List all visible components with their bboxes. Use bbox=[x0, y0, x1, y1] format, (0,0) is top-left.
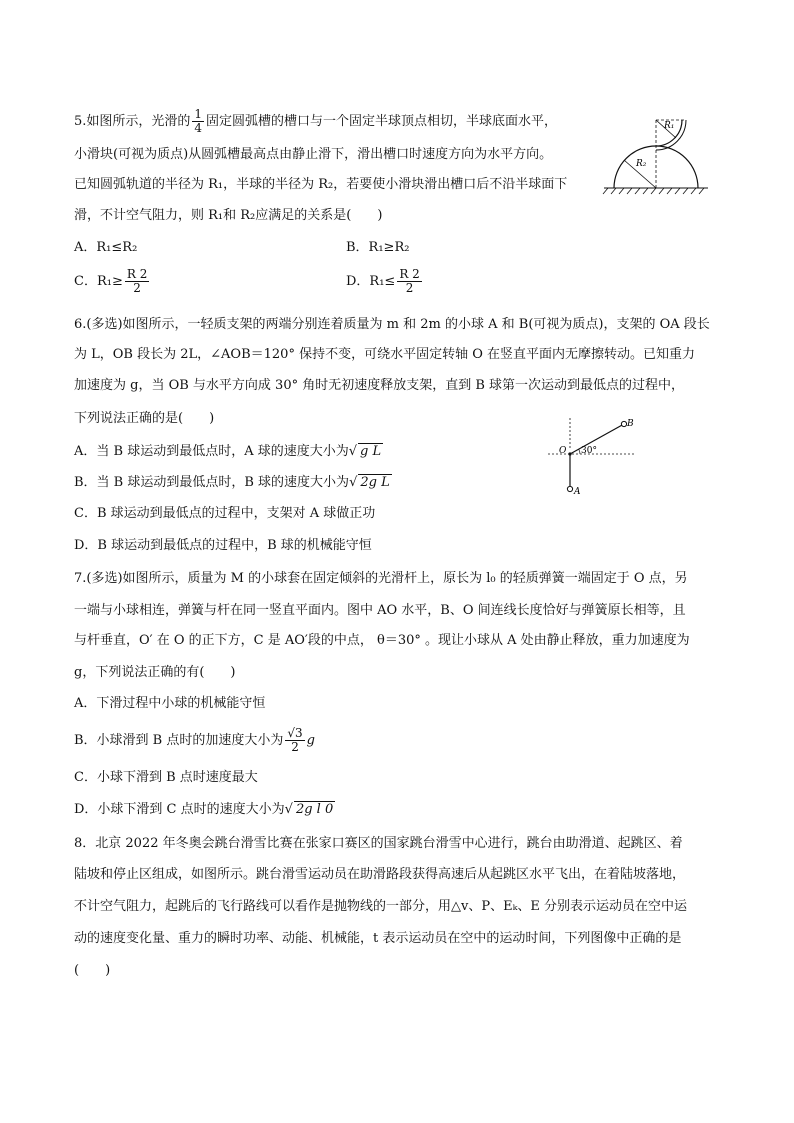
q5-label-r2: R₂ bbox=[636, 159, 647, 169]
q8-line-5: ( ) bbox=[74, 963, 111, 978]
q5-figure bbox=[600, 108, 715, 198]
q5-option-d bbox=[346, 268, 424, 295]
q7-option-b-text: B．小球滑到 B 点时的加速度大小为 bbox=[74, 733, 284, 748]
q8-line-3: 不计空气阻力，起跳后的飞行路线可以看作是抛物线的一部分，用△v、P、Eₖ、E 分别表示运动员在空中运 bbox=[74, 899, 687, 914]
q5-option-d-text: D．R₁≤ bbox=[346, 274, 396, 289]
q7-option-b-fraction bbox=[285, 727, 304, 754]
q5-option-c-numerator: R 2 bbox=[126, 267, 148, 281]
q5-option-c-denominator: 2 bbox=[133, 281, 141, 295]
q7-option-d: D．小球下滑到 C 点时的速度大小为√ 2g l 0 bbox=[74, 802, 334, 817]
q7-option-b-g: g bbox=[306, 733, 315, 748]
q7-option-b bbox=[74, 727, 315, 754]
q6-ball-a bbox=[567, 486, 572, 491]
q6-rod-ob bbox=[570, 424, 624, 454]
q5-line-1-a: 5.如图所示，光滑的 bbox=[74, 114, 191, 129]
q5-option-d-numerator: R 2 bbox=[399, 267, 420, 281]
q6-figure bbox=[546, 414, 646, 500]
q7-option-b-denominator: 2 bbox=[291, 740, 299, 754]
q5-option-c-fraction bbox=[125, 268, 149, 295]
q6-label-o: O bbox=[559, 446, 567, 456]
q5-line-2: 小滑块(可视为质点)从圆弧槽最高点由静止滑下，滑出槽口时速度方向为水平方向。 bbox=[74, 147, 553, 162]
q5-option-d-denominator: 2 bbox=[405, 281, 414, 295]
q7-option-a: A．下滑过程中小球的机械能守恒 bbox=[74, 696, 266, 711]
q6-label-b: B bbox=[627, 419, 634, 429]
q6-option-a: A．当 B 球运动到最低点时，A 球的速度大小为√ g L bbox=[74, 444, 382, 459]
q7-line-3: 与杆垂直，O′ 在 O 的正下方，C 是 AO′段的中点， θ＝30° 。现让小球从 A 处由静止释放，重力加速度为 bbox=[74, 633, 690, 648]
q7-option-d-sqrt: 2g l 0 bbox=[295, 802, 334, 817]
q8-line-4: 动的速度变化量、重力的瞬时功率、动能、机械能，t 表示运动员在空中的运动时间，下列图像中正确的是 bbox=[74, 931, 682, 946]
q5-option-b: B．R₁≥R₂ bbox=[346, 240, 410, 255]
q5-line-1-b: 固定圆弧槽的槽口与一个固定半球顶点相切，半球底面水平， bbox=[206, 114, 558, 129]
q8-line-1: 8．北京 2022 年冬奥会跳台滑雪比赛在张家口赛区的国家跳台滑雪中心进行，跳台由助滑道、起跳区、着 bbox=[74, 836, 683, 851]
q5-line-4: 滑，不计空气阻力，则 R₁和 R₂应满足的关系是( ) bbox=[74, 208, 383, 223]
q7-line-4: g，下列说法正确的有( ) bbox=[74, 665, 236, 680]
q5-label-r1: R₁ bbox=[664, 121, 675, 131]
q5-fraction-denominator: 4 bbox=[194, 121, 203, 135]
q6-angle-arc bbox=[579, 449, 580, 454]
q5-line-1 bbox=[74, 108, 557, 135]
q8-line-2: 陆坡和停止区组成，如图所示。跳台滑雪运动员在助滑路段获得高速后从起跳区水平飞出，在着陆坡落地， bbox=[74, 867, 686, 882]
q5-option-c bbox=[74, 268, 151, 295]
q6-option-b: B．当 B 球运动到最低点时，B 球的速度大小为√ 2g L bbox=[74, 475, 390, 490]
q7-line-1: 7.(多选)如图所示，质量为 M 的小球套在固定倾斜的光滑杆上，原长为 l₀ 的轻质弹簧一端固定于 O 点，另 bbox=[74, 571, 688, 586]
q6-option-b-sqrt: 2g L bbox=[360, 475, 390, 490]
q5-line-3: 已知圆弧轨道的半径为 R₁，半球的半径为 R₂，若要使小滑块滑出槽口后不沿半球面下 bbox=[74, 177, 568, 192]
q5-fraction bbox=[192, 108, 204, 135]
q6-line-1: 6.(多选)如图所示，一轻质支架的两端分别连着质量为 m 和 2m 的小球 A 和 B(可视为质点)，支架的 OA 段长 bbox=[74, 317, 710, 332]
q6-option-a-text: A．当 B 球运动到最低点时，A 球的速度大小为 bbox=[74, 444, 349, 459]
q6-label-angle: 30° bbox=[581, 446, 597, 456]
q5-option-c-text: C．R₁≥ bbox=[74, 274, 123, 289]
q5-fraction-numerator: 1 bbox=[194, 107, 203, 121]
q6-line-3: 加速度为 g，当 OB 与水平方向成 30° 角时无初速度释放支架，直到 B 球第一次运动到最低点的过程中， bbox=[74, 378, 685, 393]
q6-ball-b bbox=[621, 421, 626, 426]
q7-line-2: 一端与小球相连，弹簧与杆在同一竖直平面内。图中 AO 水平，B、O 间连线长度恰好与弹簧原长相等，且 bbox=[74, 603, 686, 618]
q5-option-a: A．R₁≤R₂ bbox=[74, 240, 138, 255]
q6-line-4: 下列说法正确的是( ) bbox=[74, 411, 215, 426]
q6-option-c: C．B 球运动到最低点的过程中，支架对 A 球做正功 bbox=[74, 506, 376, 521]
q7-option-c: C．小球下滑到 B 点时速度最大 bbox=[74, 770, 258, 785]
q6-option-b-text: B．当 B 球运动到最低点时，B 球的速度大小为 bbox=[74, 475, 350, 490]
q7-option-b-numerator: √3 bbox=[287, 726, 303, 740]
q5-option-d-fraction bbox=[397, 268, 421, 295]
q7-option-d-text: D．小球下滑到 C 点时的速度大小为 bbox=[74, 802, 285, 817]
q5-ground-hatch bbox=[603, 188, 704, 194]
q6-option-d: D．B 球运动到最低点的过程中，B 球的机械能守恒 bbox=[74, 538, 372, 553]
q6-option-a-sqrt: g L bbox=[360, 444, 382, 459]
q6-line-2: 为 L，OB 段长为 2L，∠AOB＝120° 保持不变，可绕水平固定转轴 O 在竖直平面内无摩擦转动。已知重力 bbox=[74, 347, 696, 362]
q6-pivot-o bbox=[568, 452, 571, 455]
q6-label-a: A bbox=[574, 487, 581, 497]
